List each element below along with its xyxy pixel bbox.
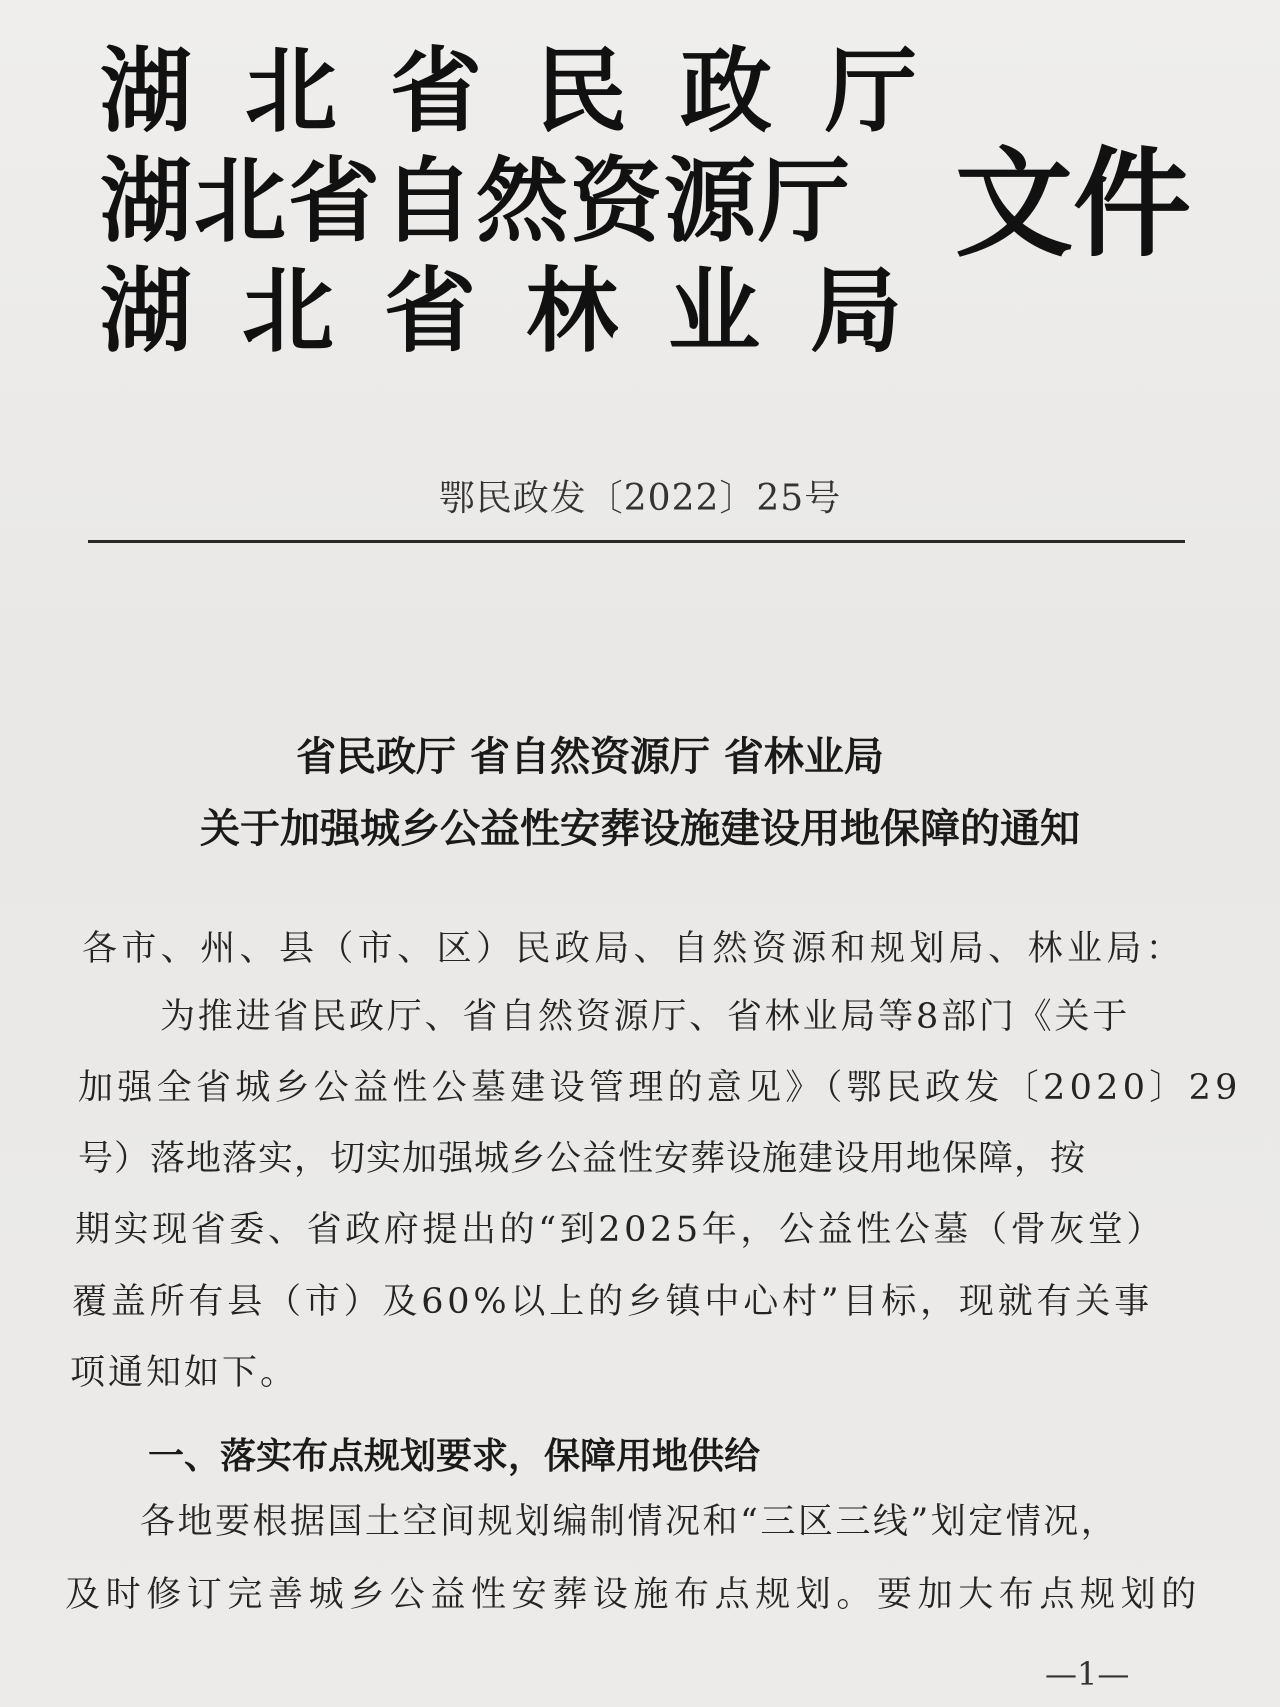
title-line-1: 省民政厅 省自然资源厅 省林业局 xyxy=(296,734,884,780)
document-header xyxy=(100,37,1200,365)
issuing-agency-civil-affairs: 湖北省民政厅 xyxy=(100,37,971,145)
paragraph-line: 及时修订完善城乡公益性安葬设施布点规划。要加大布点规划的 xyxy=(65,1575,1202,1615)
paragraph-line: 各地要根据国土空间规划编制情况和“三区三线”划定情况， xyxy=(140,1502,1119,1542)
issuing-agency-natural-resources: 湖北省自然资源厅 xyxy=(100,147,853,255)
paragraph-line: 期实现省委、省政府提出的“到2025年，公益性公墓（骨灰堂） xyxy=(75,1210,1165,1250)
paragraph-line: 加强全省城乡公益性公墓建设管理的意见》（鄂民政发〔2020〕29 xyxy=(78,1068,1242,1108)
addressee: 各市、州、县（市、区）民政局、自然资源和规划局、林业局： xyxy=(82,929,1186,969)
issuing-agency-forestry: 湖北省林业局 xyxy=(100,257,953,365)
header-divider xyxy=(88,540,1185,543)
paragraph-line: 覆盖所有县（市）及60%以上的乡镇中心村”目标，现就有关事 xyxy=(72,1282,1153,1322)
title-line-2: 关于加强城乡公益性安葬设施建设用地保障的通知 xyxy=(200,806,1080,852)
document-number: 鄂民政发〔2022〕25号 xyxy=(438,478,842,519)
page-number: —1— xyxy=(1045,1655,1130,1693)
paragraph-line: 为推进省民政厅、省自然资源厅、省林业局等8部门《关于 xyxy=(160,997,1131,1037)
section-heading-1: 一、落实布点规划要求，保障用地供给 xyxy=(148,1436,761,1477)
document-label: 文件 xyxy=(955,134,1192,273)
paragraph-line: 项通知如下。 xyxy=(70,1353,299,1393)
paragraph-line: 号）落地落实，切实加强城乡公益性安葬设施建设用地保障，按 xyxy=(78,1139,1087,1179)
